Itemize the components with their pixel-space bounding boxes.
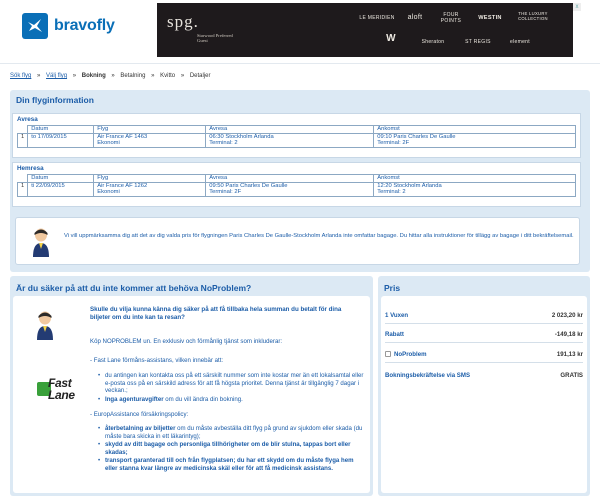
- insurance-heading: [90, 411, 188, 419]
- flight-number: [94, 133, 206, 147]
- table-header-row: [18, 126, 576, 134]
- column-header-arrival: Ankomst: [374, 126, 576, 134]
- flight-name: Air France AF 1262: [97, 182, 148, 189]
- fastlane-logo-text: Fast Lane: [48, 376, 75, 402]
- breadcrumb-separator: »: [37, 73, 41, 79]
- ad-brand-element: element: [510, 39, 530, 45]
- assistant-avatar-icon: [34, 310, 56, 340]
- bravofly-logo[interactable]: [22, 13, 115, 39]
- flight-date: ti 22/09/2015: [28, 182, 94, 196]
- price-value: -149,18 kr: [554, 331, 583, 338]
- ad-brand-sheraton: Sheraton: [421, 39, 445, 45]
- assistant-avatar-icon: [30, 227, 52, 257]
- table-header-spacer: [18, 126, 28, 134]
- ad-brand-stregis: ST REGIS: [465, 39, 491, 45]
- return-flight-table: [17, 174, 576, 197]
- site-header: [0, 0, 600, 62]
- ad-spg-logo: spg.: [167, 12, 199, 31]
- departure-terminal: Terminal: 2F: [209, 189, 242, 196]
- breadcrumb-payment: Betalning: [120, 73, 146, 79]
- flight-class: Ekonomi: [97, 189, 120, 196]
- arrival-time-place: 12:20 Stockholm Arlanda: [377, 182, 442, 189]
- price-panel: [378, 276, 590, 496]
- departure-info: [206, 182, 374, 196]
- list-item: • Inga agenturavgifter om du vill ändra din bokning.: [105, 396, 367, 404]
- ad-brand-westin: WESTIN: [478, 15, 502, 21]
- breadcrumb-receipt: Kvitto: [160, 73, 176, 79]
- price-divider: [385, 342, 583, 343]
- table-header-row: [18, 175, 576, 183]
- breadcrumb-separator: »: [111, 73, 115, 79]
- column-header-flight: Flyg: [94, 126, 206, 134]
- buy-prefix: Köp: [90, 338, 103, 345]
- noproblem-title: Är du säker på att du inte kommer att behöva NoProblem?: [16, 283, 252, 293]
- ad-spg-subtitle: Starwood Preferred Guest: [197, 33, 233, 43]
- flight-number: [94, 182, 206, 196]
- price-content: [381, 296, 587, 493]
- noproblem-buy-line: [90, 338, 282, 346]
- row-number: 1: [18, 133, 28, 147]
- price-value: 2 023,20 kr: [551, 312, 583, 319]
- arrival-info: [374, 133, 576, 147]
- baggage-notice: [15, 217, 580, 265]
- column-header-arrival: Ankomst: [374, 175, 576, 183]
- insurance-heading-bold: - EuropAssistance: [90, 411, 140, 418]
- noproblem-option[interactable]: [385, 351, 427, 358]
- price-divider: [385, 362, 583, 363]
- breadcrumb-booking: Bokning: [81, 73, 106, 79]
- arrival-info: [374, 182, 576, 196]
- noproblem-question: Skulle du vilja kunna känna dig säker på att få tillbaka hela summan du betalt för dina biljeter om du inte kan ta resan?: [90, 306, 342, 321]
- column-header-departure: Avresa: [206, 126, 374, 134]
- table-row: [18, 182, 576, 196]
- flight-name: Air France AF 1463: [97, 133, 148, 140]
- column-header-date: Datum: [28, 126, 94, 134]
- noproblem-content: [13, 296, 370, 493]
- arrival-terminal: Terminal: 2: [377, 189, 406, 196]
- ad-brand-aloft: aloft: [407, 14, 423, 21]
- ad-brand-lemeridien: LE MERIDIEN: [359, 15, 395, 21]
- outbound-flight-table: [17, 125, 576, 148]
- departure-time-place: 06:30 Stockholm Arlanda: [209, 133, 274, 140]
- table-header-spacer: [18, 175, 28, 183]
- noproblem-panel: [10, 276, 373, 496]
- table-row: [18, 133, 576, 147]
- price-row-noproblem: [385, 351, 583, 361]
- price-label: Rabatt: [385, 331, 404, 338]
- flight-date: to 17/09/2015: [28, 133, 94, 147]
- list-item: • återbetalning av biljetter om du måste avbeställa ditt flyg på grund av sjukdom eller skada (du måste bara skicka in ett läkarintyg);: [105, 425, 367, 440]
- column-header-flight: Flyg: [94, 175, 206, 183]
- breadcrumb-separator: »: [72, 73, 77, 79]
- fastlane-heading-text: förmåns-assistans, vilken innebär att:: [120, 357, 224, 364]
- buy-suffix: un. En exklusiv och förmånlig tjänst som inkluderar:: [141, 338, 283, 345]
- logo-text: bravofly: [54, 17, 115, 34]
- flight-info-title: Din flyginformation: [16, 95, 94, 105]
- ad-brand-luxury-collection: THE LUXURY COLLECTION: [518, 11, 548, 21]
- ad-brand-w: W: [386, 33, 396, 44]
- outbound-leg-title: Avresa: [17, 116, 38, 123]
- breadcrumb-separator: »: [180, 73, 185, 79]
- fastlane-list: [105, 372, 367, 404]
- return-leg: [12, 162, 581, 207]
- breadcrumb-select[interactable]: Välj flyg: [46, 73, 68, 79]
- price-title: Pris: [384, 283, 401, 293]
- baggage-notice-text: Vi vill uppmärksamma dig att det av dig valda pris för flygningen Paris Charles De Gaulle-Stockholm Arlanda inte omfattar bagage. Du hittar alla instruktioner för tillägg av bagage i ditt bekräftelsemail.: [64, 233, 574, 239]
- price-row-discount: [385, 331, 583, 341]
- breadcrumb-separator: »: [151, 73, 155, 79]
- price-row-adult: [385, 312, 583, 322]
- insurance-list: [105, 425, 367, 474]
- buy-brand: NOPROBLEM: [102, 338, 142, 345]
- advertisement-banner[interactable]: [157, 3, 573, 57]
- fastlane-heading: [90, 357, 223, 365]
- list-item: • du antingen kan kontakta oss på ett särskilt nummer som inte kostar mer än ett lokalsamtal eller e-posta oss på en särskild adress för att få högsta prioritet. Denna tjänst är tillgänglig 7 dagar i veckan.;: [105, 372, 367, 395]
- price-divider: [385, 323, 583, 324]
- fastlane-logo: [37, 377, 85, 403]
- price-label: Bokningsbekräftelse via SMS: [385, 372, 471, 379]
- outbound-leg: [12, 113, 581, 158]
- price-label: 1 Vuxen: [385, 312, 409, 319]
- return-leg-title: Hemresa: [17, 165, 44, 172]
- header-divider: [0, 63, 600, 64]
- fastlane-heading-bold: - Fast Lane: [90, 357, 121, 364]
- arrival-terminal: Terminal: 2F: [377, 140, 410, 147]
- departure-time-place: 09:50 Paris Charles De Gaulle: [209, 182, 288, 189]
- row-number: 1: [18, 182, 28, 196]
- breadcrumb: [10, 73, 211, 79]
- departure-info: [206, 133, 374, 147]
- price-row-sms: [385, 372, 583, 382]
- ad-close-icon[interactable]: x: [573, 3, 581, 11]
- bravofly-bird-icon: [22, 13, 48, 39]
- ad-brand-fourpoints: FOUR POINTS: [440, 12, 462, 24]
- noproblem-checkbox[interactable]: [385, 351, 391, 357]
- price-value: GRATIS: [560, 372, 583, 379]
- list-item: • transport garanterad till och från flygplatsen; du har ett skydd om du måste flyga hem eller stanna kvar längre av medicinska skäl eller för att få medicinsk assistans.: [105, 457, 367, 472]
- price-value: 191,13 kr: [556, 351, 583, 358]
- flight-class: Ekonomi: [97, 140, 120, 147]
- arrival-time-place: 09:10 Paris Charles De Gaulle: [377, 133, 456, 140]
- breadcrumb-search[interactable]: Sök flyg: [10, 73, 32, 79]
- breadcrumb-details: Detaljer: [189, 73, 211, 79]
- column-header-date: Datum: [28, 175, 94, 183]
- list-item: • skydd av ditt bagage och personliga tillhörigheter om de blir stulna, tappas bort eller skadas;: [105, 441, 367, 456]
- departure-terminal: Terminal: 2: [209, 140, 238, 147]
- price-label: NoProblem: [394, 351, 427, 358]
- column-header-departure: Avresa: [206, 175, 374, 183]
- insurance-heading-text: försäkringspolicy:: [139, 411, 189, 418]
